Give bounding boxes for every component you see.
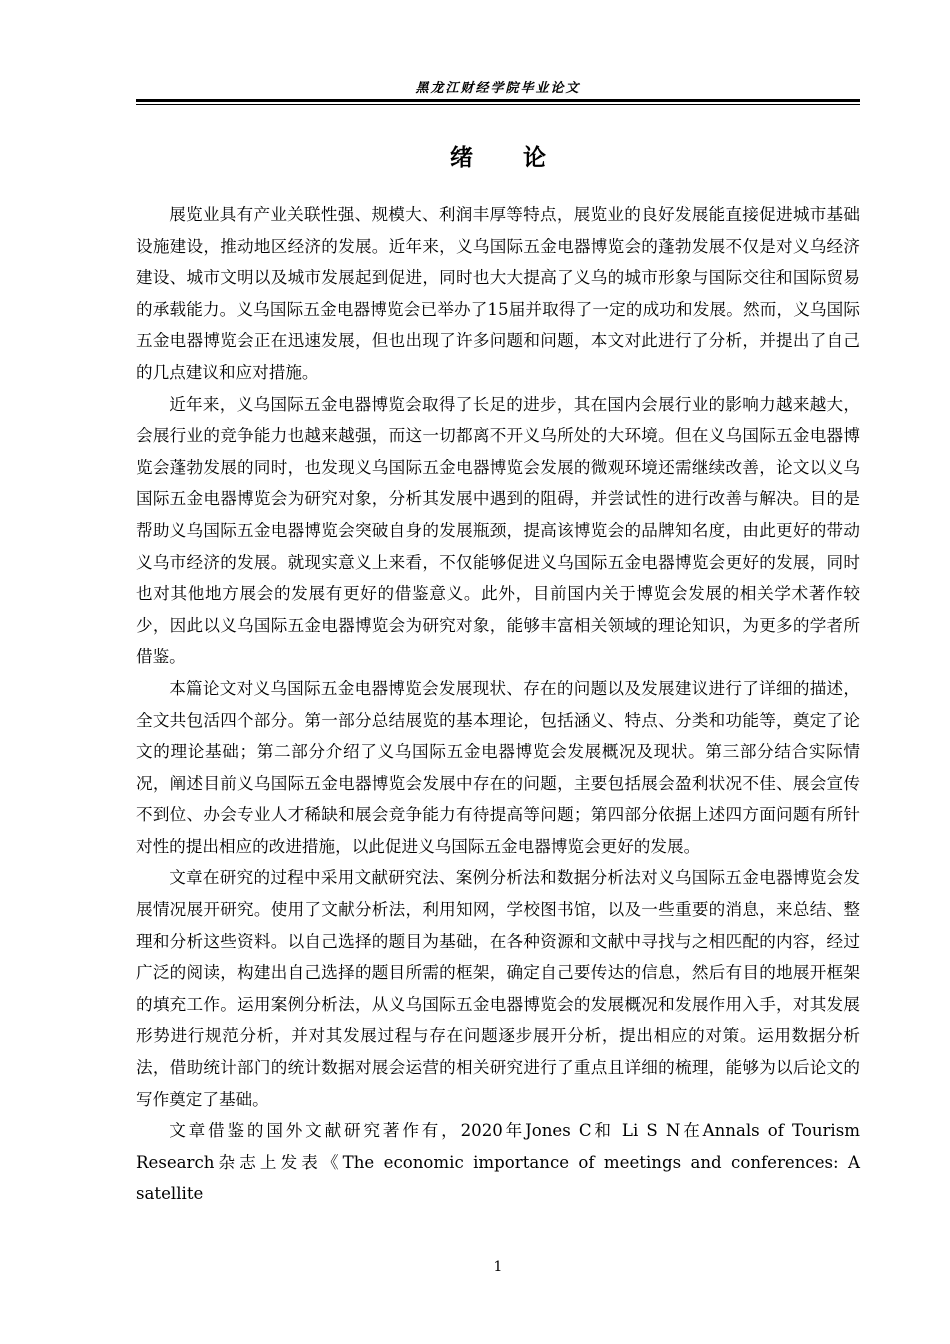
header-rule-thin	[136, 104, 860, 105]
header-rule-thick	[136, 99, 860, 102]
section-title: 绪 论	[449, 145, 546, 171]
paragraph: 近年来，义乌国际五金电器博览会取得了长足的进步，其在国内会展行业的影响力越来越大，会展行业的竞争能力也越来越强，而这一切都离不开义乌所处的大环境。但在义乌国际五金电器博览会蓬勃发展的同时，也发现义乌国际五金电器博览会发展的微观环境还需继续改善，论文以义乌国际五金电器博览会为研究对象，分析其发展中遇到的阻碍，并尝试性的进行改善与解决。目的是帮助义乌国际五金电器博览会突破自身的发展瓶颈，提高该博览会的品牌知名度，由此更好的带动义乌市经济的发展。就现实意义上来看，不仅能够促进义乌国际五金电器博览会更好的发展，同时也对其他地方展会的发展有更好的借鉴意义。此外，目前国内关于博览会发展的相关学术著作较少，因此以义乌国际五金电器博览会为研究对象，能够丰富相关领域的理论知识，为更多的学者所借鉴。	[136, 394, 860, 667]
paragraph: 文章在研究的过程中采用文献研究法、案例分析法和数据分析法对义乌国际五金电器博览会发展情况展开研究。使用了文献分析法，利用知网，学校图书馆，以及一些重要的消息，来总结、整理和分析这些资料。以自己选择的题目为基础，在各种资源和文献中寻找与之相匹配的内容，经过广泛的阅读，构建出自己选择的题目所需的框架，确定自己要传达的信息，然后有目的地展开框架的填充工作。运用案例分析法，从义乌国际五金电器博览会的发展概况和发展作用入手，对其发展形势进行规范分析，并对其发展过程与存在问题逐步展开分析，提出相应的对策。运用数据分析法，借助统计部门的统计数据对展会运营的相关研究进行了重点且详细的梳理，能够为以后论文的写作奠定了基础。	[136, 868, 860, 1109]
running-header: 黑龙江财经学院毕业论文	[415, 81, 581, 96]
paragraph: 展览业具有产业关联性强、规模大、利润丰厚等特点，展览业的良好发展能直接促进城市基础设施建设，推动地区经济的发展。近年来，义乌国际五金电器博览会的蓬勃发展不仅是对义乌经济建设、城市文明以及城市发展起到促进，同时也大大提高了义乌的城市形象与国际交往和国际贸易的承载能力。义乌国际五金电器博览会已举办了15届并取得了一定的成功和发展。然而，义乌国际五金电器博览会正在迅速发展，但也出现了许多问题和问题，本文对此进行了分析，并提出了自己的几点建议和应对措施。	[136, 205, 860, 382]
body-text	[136, 199, 860, 1210]
page-number: 1	[493, 1259, 503, 1275]
paragraph: 文章借鉴的国外文献研究著作有，2020年Jones C和 Li S N在Annals of Tourism Research杂志上发表《The economic importance of meetings and conferences: A satellite	[136, 1121, 860, 1204]
paragraph: 本篇论文对义乌国际五金电器博览会发展现状、存在的问题以及发展建议进行了详细的描述，全文共包活四个部分。第一部分总结展览的基本理论，包括涵义、特点、分类和功能等，奠定了论文的理论基础；第二部分介绍了义乌国际五金电器博览会发展概况及现状。第三部分结合实际情况，阐述目前义乌国际五金电器博览会发展中存在的问题，主要包括展会盈利状况不佳、展会宣传不到位、办会专业人才稀缺和展会竞争能力有待提高等问题；第四部分依据上述四方面问题有所针对性的提出相应的改进措施，以此促进义乌国际五金电器博览会更好的发展。	[136, 678, 860, 856]
